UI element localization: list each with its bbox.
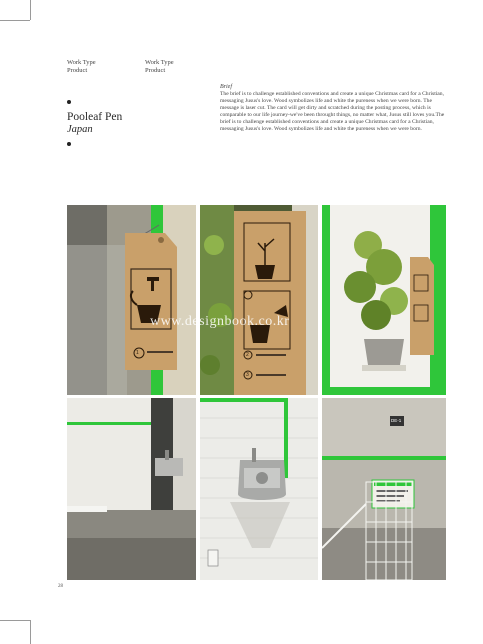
- work-type-value: Product: [67, 67, 88, 74]
- crop-mark-bottom-vertical: [30, 620, 31, 644]
- tag-step-3-label: 3: [246, 372, 249, 378]
- brief-text: The brief is to challenge established conventions and create a unique Christmas card for a Christian, messaging Jusus's love. Wood symbolizes life and white the pureness when we were born. The message is laser cut. The card will get dirty and scratched during the posting process, which is comparable to our life journey-we've been throught things, no matter what, Jusus still loves you.The brief is to challenge established conventions and create a unique Christmas card for a Christian, messaging Jusus's love. Wood symbolizes life and white the pureness when we were born.: [220, 91, 445, 132]
- tag-step-1-label: 1: [136, 350, 139, 356]
- work-type-label: Work Type: [145, 59, 174, 66]
- work-type-label: Work Type: [67, 59, 96, 66]
- sign-code-label: DE-1: [391, 418, 402, 423]
- photo-tag-on-pipe-art: [67, 205, 196, 395]
- brief-label: Brief: [220, 84, 232, 90]
- photo-stairwell: [322, 398, 446, 580]
- bullet-top: [67, 100, 71, 104]
- crop-mark-top-horizontal: [0, 20, 30, 21]
- crop-mark-bottom-horizontal: [0, 620, 30, 621]
- photo-fountain-door-art: [67, 398, 196, 580]
- photo-tag-closeup: [200, 205, 318, 395]
- project-title: Pooleaf Pen: [67, 111, 123, 123]
- work-type-block-2: [145, 59, 174, 75]
- photo-stairwell-art: [322, 398, 446, 580]
- watermark: www.designbook.co.kr: [150, 314, 290, 329]
- tag-step-2-label: 2: [246, 352, 249, 358]
- photo-fountain-door: [67, 398, 196, 580]
- work-type-block-1: [67, 59, 96, 75]
- photo-fountain-wall-art: [200, 398, 318, 580]
- crop-mark-top-vertical: [30, 0, 31, 20]
- work-type-value: Product: [145, 67, 166, 74]
- photo-tag-closeup-art: [200, 205, 318, 395]
- photo-potted-plant: [322, 205, 446, 395]
- bullet-bottom: [67, 142, 71, 146]
- photo-potted-plant-art: [322, 205, 446, 395]
- project-country: Japan: [67, 124, 93, 135]
- photo-fountain-wall: [200, 398, 318, 580]
- page-number: 28: [58, 584, 63, 589]
- photo-tag-on-pipe: [67, 205, 196, 395]
